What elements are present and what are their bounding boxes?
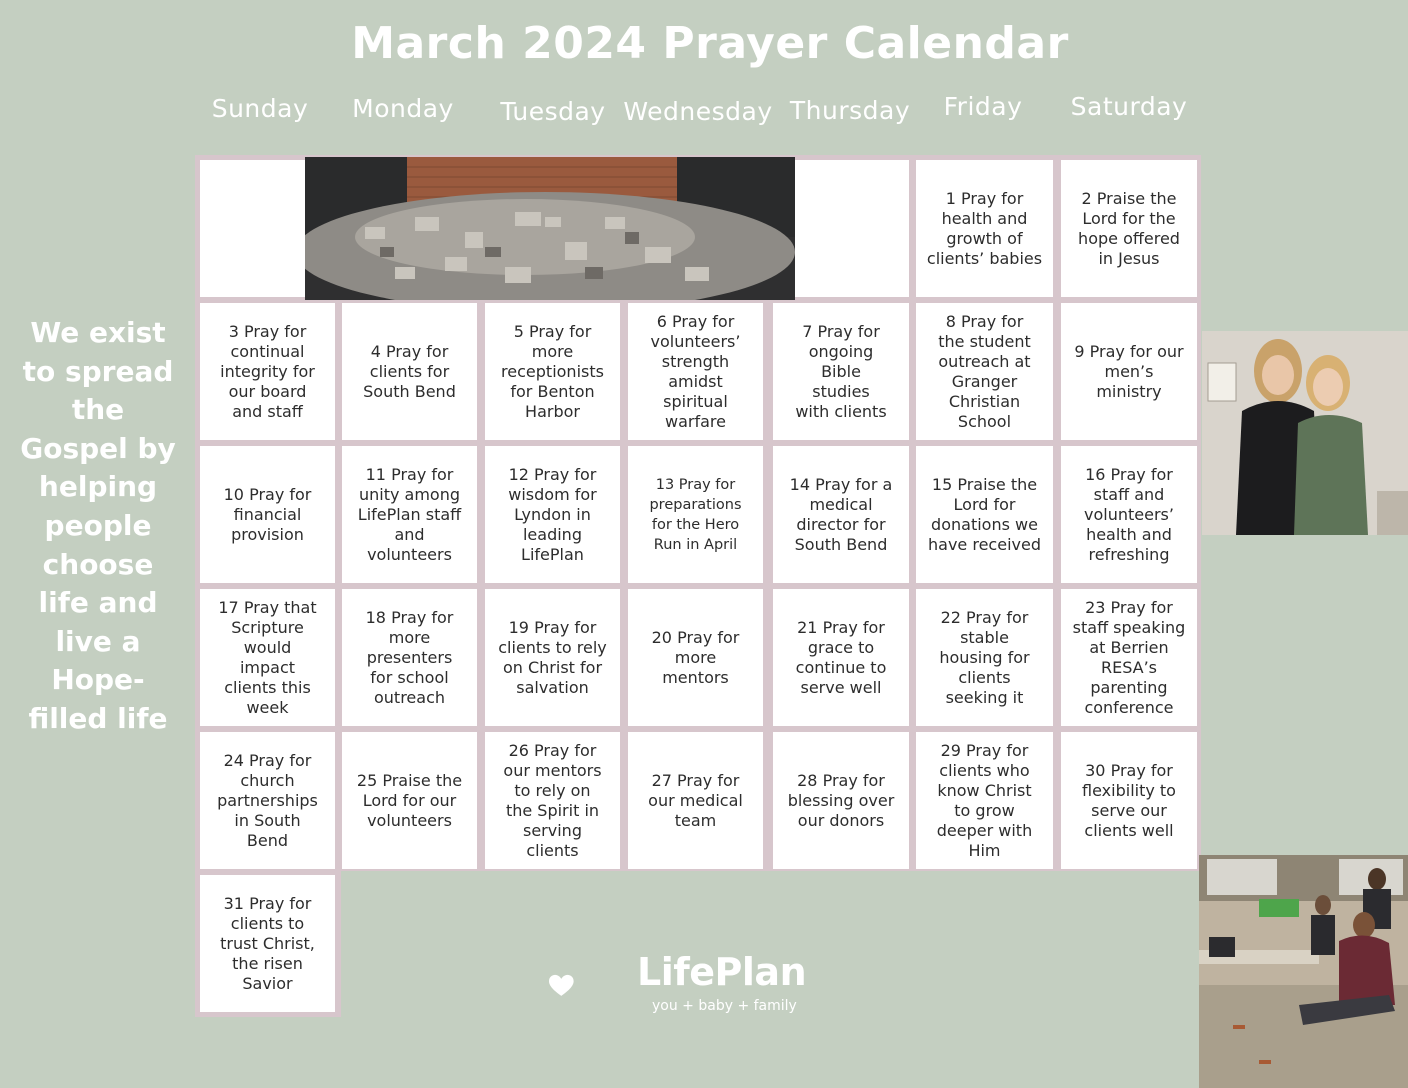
calendar-day-14 bbox=[773, 446, 909, 583]
calendar-cell-empty bbox=[795, 160, 909, 297]
calendar-day-20 bbox=[628, 589, 763, 726]
day-text: 15 Praise the Lord for donations we have received bbox=[928, 474, 1041, 554]
day-text: 8 Pray for the student outreach at Granger Christian School bbox=[938, 311, 1031, 431]
calendar-day-16 bbox=[1061, 446, 1197, 583]
day-text: 25 Praise the Lord for our volunteers bbox=[356, 770, 463, 830]
logo-name: LifePlan bbox=[637, 950, 807, 994]
calendar-cell-empty bbox=[200, 160, 305, 297]
day-text: 7 Pray for ongoing Bible studies with clients bbox=[795, 321, 887, 421]
day-text: 1 Pray for health and growth of clients’ babies bbox=[926, 188, 1043, 268]
day-text: 10 Pray for financial provision bbox=[223, 484, 312, 544]
calendar-day-2 bbox=[1061, 160, 1197, 297]
rubble-photo bbox=[305, 157, 795, 300]
day-text: 31 Pray for clients to trust Christ, the risen Savior bbox=[220, 893, 315, 993]
meeting-photo bbox=[1199, 855, 1408, 1088]
calendar-day-4 bbox=[342, 303, 477, 440]
day-text: 19 Pray for clients to rely on Christ for salvation bbox=[498, 617, 607, 697]
calendar-day-10 bbox=[200, 446, 335, 583]
mission-statement: We exist to spread the Gospel by helping people choose life and live a Hope-filled life bbox=[20, 316, 176, 735]
day-text: 2 Praise the Lord for the hope offered in Jesus bbox=[1078, 188, 1180, 268]
day-text: 5 Pray for more receptionists for Benton Harbor bbox=[501, 321, 604, 421]
calendar-day-9 bbox=[1061, 303, 1197, 440]
day-header-monday: Monday bbox=[352, 94, 454, 123]
day-text: 3 Pray for continual integrity for our board and staff bbox=[220, 321, 315, 421]
calendar-day-8 bbox=[916, 303, 1053, 440]
page-title: March 2024 Prayer Calendar bbox=[351, 18, 1069, 69]
day-text: 11 Pray for unity among LifePlan staff and volunteers bbox=[357, 464, 462, 564]
day-text: 24 Pray for church partnerships in South Bend bbox=[217, 750, 318, 850]
calendar-day-22 bbox=[916, 589, 1053, 726]
day-text: 22 Pray for stable housing for clients seeking it bbox=[939, 607, 1030, 707]
calendar-day-15 bbox=[916, 446, 1053, 583]
day-text: 20 Pray for more mentors bbox=[651, 627, 740, 687]
calendar-day-1 bbox=[916, 160, 1053, 297]
day-header-thursday: Thursday bbox=[789, 96, 911, 125]
calendar-day-29 bbox=[916, 732, 1053, 869]
calendar-day-26 bbox=[485, 732, 620, 869]
day-text: 13 Pray for preparations for the Hero Run in April bbox=[649, 476, 742, 553]
day-text: 21 Pray for grace to continue to serve well bbox=[795, 617, 887, 697]
day-header-saturday: Saturday bbox=[1070, 92, 1188, 121]
calendar-day-25 bbox=[342, 732, 477, 869]
calendar-day-27 bbox=[628, 732, 763, 869]
day-text: 28 Pray for blessing over our donors bbox=[787, 770, 895, 830]
day-text: 6 Pray for volunteers’ strength amidst spiritual warfare bbox=[650, 311, 741, 431]
calendar-day-30 bbox=[1061, 732, 1197, 869]
day-text: 26 Pray for our mentors to rely on the Spirit in serving clients bbox=[503, 740, 602, 860]
calendar-day-12 bbox=[485, 446, 620, 583]
day-text: 23 Pray for staff speaking at Berrien RESA’s parenting conference bbox=[1072, 597, 1186, 717]
day-header-wednesday: Wednesday bbox=[623, 97, 773, 126]
calendar-day-6 bbox=[628, 303, 763, 440]
calendar-day-21 bbox=[773, 589, 909, 726]
day-header-tuesday: Tuesday bbox=[500, 97, 606, 126]
calendar-day-31 bbox=[200, 875, 335, 1012]
day-text: 17 Pray that Scripture would impact clients this week bbox=[218, 597, 317, 717]
calendar-day-17 bbox=[200, 589, 335, 726]
calendar-day-23 bbox=[1061, 589, 1197, 726]
day-text: 30 Pray for flexibility to serve our clients well bbox=[1082, 760, 1176, 840]
day-text: 14 Pray for a medical director for South Bend bbox=[789, 474, 893, 554]
calendar-day-13 bbox=[628, 446, 763, 583]
calendar-day-3 bbox=[200, 303, 335, 440]
calendar-day-19 bbox=[485, 589, 620, 726]
calendar-day-5 bbox=[485, 303, 620, 440]
day-text: 27 Pray for our medical team bbox=[648, 770, 743, 830]
day-text: 16 Pray for staff and volunteers’ health and refreshing bbox=[1084, 464, 1174, 564]
day-header-sunday: Sunday bbox=[211, 94, 309, 123]
day-text: 4 Pray for clients for South Bend bbox=[363, 341, 456, 401]
calendar-day-24 bbox=[200, 732, 335, 869]
day-text: 29 Pray for clients who know Christ to grow deeper with Him bbox=[936, 740, 1033, 860]
day-text: 18 Pray for more presenters for school outreach bbox=[365, 607, 454, 707]
logo-tagline: you + baby + family bbox=[652, 998, 797, 1014]
day-text: 9 Pray for our men’s ministry bbox=[1074, 341, 1184, 401]
calendar-day-28 bbox=[773, 732, 909, 869]
staff-photo bbox=[1202, 331, 1408, 535]
calendar-day-18 bbox=[342, 589, 477, 726]
heart-icon bbox=[549, 950, 629, 1022]
day-header-friday: Friday bbox=[943, 92, 1023, 121]
day-text: 12 Pray for wisdom for Lyndon in leading LifePlan bbox=[508, 464, 597, 564]
calendar-day-11 bbox=[342, 446, 477, 583]
calendar-day-7 bbox=[773, 303, 909, 440]
